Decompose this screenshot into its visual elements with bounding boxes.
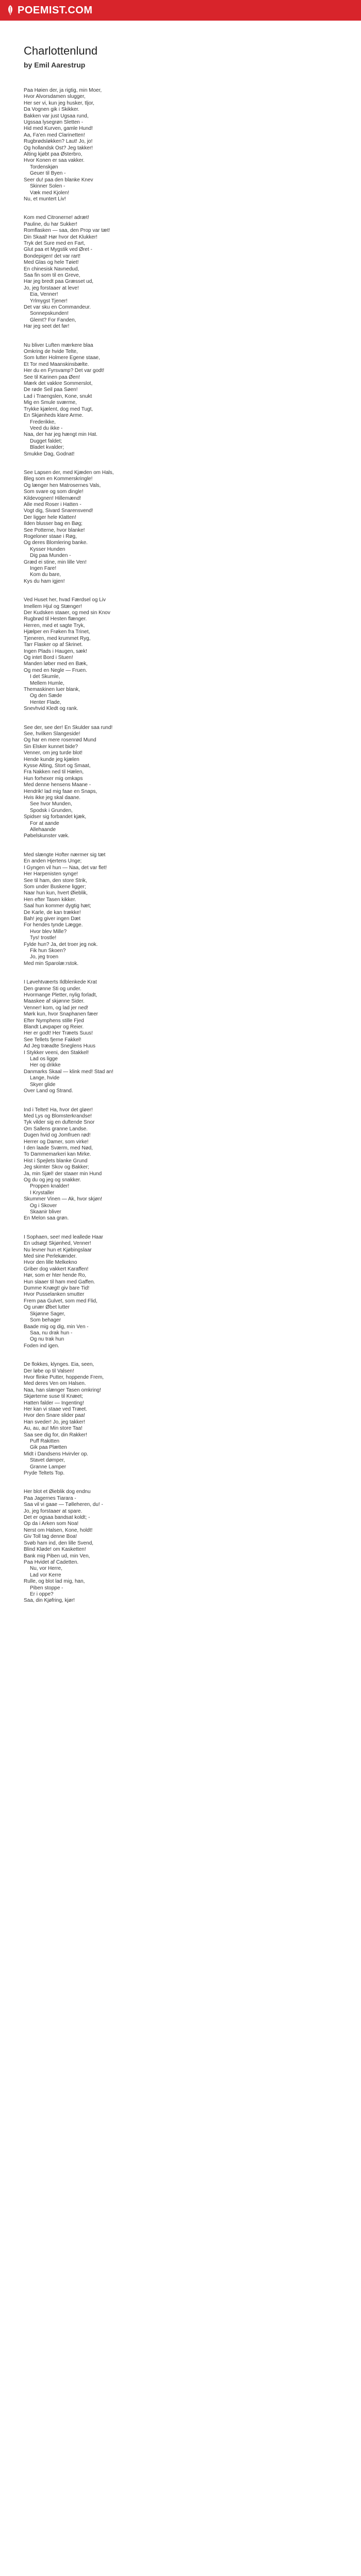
poem-line: Ingen Plads i Haugen, sæk! [24,648,87,654]
poem-line: Paa Jagernes Tiarara - [24,1495,76,1501]
poem-line: Skjønne Sager, [30,1311,65,1317]
poem-line: Jo, jeg troen [30,954,59,960]
poem-line: Hen efter Tasen kikker. [24,896,76,903]
poem-line: Naa, han slænger Tasen omkring! [24,1387,101,1393]
poem-line: Smukke Dag, Godnat! [24,451,75,457]
poem-line: Rugbrødsløkken? Laut! Jo, jo! [24,139,93,145]
poem-line: Jeg skimter Skov og Bakker; [24,1164,89,1171]
poem-line: Da Vognen gik i Skikker. [24,107,79,113]
poem-line: Ja, min Sjæl! der staaer min Hund [24,1171,102,1177]
poem-line: Venner, om jeg turde blot! [24,750,83,756]
poem-line: Og hollandsk Ost? Jeg takker! [24,145,93,151]
poem-line: Tys! trostle! [30,935,57,941]
poem-line: I den laade Sværm, med Nød, [24,1145,93,1151]
poem-line: See til Karinen paa Øen! [24,374,80,380]
poem-line: Blandt Løvpaper og Reier. [24,1024,84,1030]
poem-line: Skummer Vinen — Ak, hvor skjøn! [24,1196,103,1202]
poem-line: Frederikke, [30,419,56,425]
poem-line: Puff Rakitten [30,1438,60,1444]
poem-line: Ind i Teltet! Ha, hvor det gløer! [24,1107,93,1113]
poem-line: I Løvehtvæerts Ildblenkede Krat [24,979,97,986]
poem-line: Her ser vi, kun jeg husker, tljor, [24,100,94,106]
poem-line: Stavet dømper, [30,1458,65,1464]
poem-line: Giv Toll tag denne Boa! [24,1534,77,1540]
poem-line: Kom med Citronerne! adræt! [24,215,89,221]
poem-line: Og i Skover [30,1202,57,1209]
poem-line: Kysser Hunden [30,546,65,552]
poem-line: Mørk kun, hvor Snaphanen fæer [24,1011,98,1018]
poem-line: Glut paa et Mygstik ved Øret - [24,247,92,253]
poem-line: Themaskinen luer blank, [24,686,80,692]
poem-line: Som svare og som dingle! [24,489,84,495]
poem-line: Glemt? For Fanden, [30,317,76,323]
poem-line: Dig paa Munden - [30,553,71,559]
poem-line: De Karle, de kan trække! [24,909,81,916]
poem-line: Aa, Fa'en med Clarinetten! [24,132,85,138]
poem-line: Tjeneren, med krummet Ryg, [24,635,91,641]
poem-line: Hvormange Pletter, nylig forladt, [24,992,97,998]
poem-line: Hvor Konen er saa vakker. [24,158,85,164]
poem-line: Saa vil vi gaae — Tølleheren, du! - [24,1502,103,1508]
poem-line: Lad os ligge [30,1056,58,1062]
poem-line: Nu, vor Herre, [30,1566,62,1572]
poem-line: Rugbrød til Hesten flænger. [24,616,87,622]
poem-line: Mellem Humle, [30,680,64,686]
poem-line: Og du og jeg og snakker. [24,1177,81,1183]
poem-line: Tyk vilder sig en duftende Snor [24,1120,95,1126]
poem-line: Over Land og Strand. [24,1088,73,1094]
poem-line: Kys du ham igjen! [24,578,65,584]
poem-line: Venner! kom, og lad jer ned! [24,1005,89,1011]
poem-line: Geuer til Byen - [30,171,66,177]
poem-line: Fra Nakken ned til Hælen, [24,769,84,775]
poem-line: Tryk det Sure med en Fart, [24,240,86,246]
poem-line: Rulle, og blot lad mig, han, [24,1579,85,1585]
poem-stanza [24,725,333,840]
poem-line: Lad i Traengslen, Kone, snukt [24,393,92,399]
poem-line: See Lapsen der, med Kjæden om Hals, [24,469,114,476]
poem-line: Som lutter Holmere Egene staae, [24,355,100,361]
poem-line: Spodsk i Grunden, [30,807,73,814]
site-logo[interactable] [6,5,93,16]
poem-line: De flokkes, klynges. Eia, seen, [24,1362,94,1368]
poem-line: Hendrik! lad mig faae en Snaps, [24,788,97,794]
poem-line: Der løbe op til Valsen! [24,1368,74,1374]
poem-line: Her blot et Øieblik dog endnu [24,1489,91,1495]
poem-line: Har jeg bredt paa Græsset ud, [24,279,94,285]
poem-line: Hun slaaer til ham med Gaffen. [24,1279,95,1285]
poem-line: Rogeloner staae i Røg, [24,534,77,539]
poem-line: Er i oppe? [30,1591,54,1597]
poem-line: Har jeg seet det før! [24,324,70,330]
poem-line: Her er godt! Her Træets Suus! [24,1030,93,1037]
poem-line: Pøbelskunster væk. [24,833,70,839]
poem-line: En Melon saa grøn. [24,1215,69,1222]
poem-line: Veed du ikke - [30,425,63,431]
poem-line: Skjørterne suse til Knæet; [24,1394,84,1400]
poem-line: Midt i Dandsens Hvirvler op. [24,1451,89,1457]
poem-line: Med sine Perlekænder. [24,1253,77,1260]
poem-line: Spidser sig forbandet kjæk, [24,814,87,820]
poem-line: Den grønne Sti og under. [24,986,81,992]
poem-line: Piben stoppe - [30,1585,63,1591]
poem-line: Henter Flade, [30,699,61,705]
poem-line: Her Harpenisten synge! [24,871,78,877]
poem-line: Naar hun kun, hvert Øieblik, [24,890,88,896]
poem-line: Og unær Øbet lutter [24,1304,70,1311]
poem-line: Kom du bare, [30,572,61,578]
poem-line: Manden løber med en Bæk, [24,661,88,667]
poem-line: Og deres Blomlering banke. [24,540,88,546]
poem-line: I Krystaller [30,1190,55,1196]
poem-line: Seer du! paa den blanke Knev [24,177,93,183]
poem-line: To Dammemarkeri kan Mirke. [24,1151,91,1158]
poem-line: See hvor Munden, [30,801,72,807]
poem-line: Og med en Negle — Fruen. [24,667,87,673]
poem-stanza [24,1362,333,1477]
poem-line: For hendes tynde Lægge. [24,922,83,928]
poem-stanza [24,343,333,457]
poem-line: See til ham, den store Strik, [24,877,87,884]
poem-line: Græd ei stine, min lille Ven! [24,559,87,565]
poem-line: Omkring de hvide Telte, [24,349,78,355]
poem-line: Nu, et muntert Liv! [24,196,66,202]
poem-line: Herren, med et sagte Tryk, [24,622,85,629]
poem-line: Nerst om Halsen, Kone, holdt! [24,1527,93,1533]
poem-line: Fylde hun? Ja, det troer jeg nok. [24,941,98,947]
poem-line: Saa, nu drak hun - [30,1330,73,1336]
poem-line: En Skjønheds klare Arme. [24,413,84,419]
poem-title: Charlottenlund [24,44,98,57]
poem-line: Og længer hen Matrosernes Vals, [24,482,101,488]
poem-line: Danmarks Skaal — klink med! Stad an! [24,1069,113,1075]
poem-line: Tordenskjøn [30,164,58,170]
logo-text: POEMIST.COM [18,4,93,16]
poem-stanza [24,1107,333,1222]
poem-line: Han sveder! Jo, jeg takker! [24,1419,85,1425]
poem-line: Et Tor med Maanskinsbælte. [24,361,89,367]
poem-line: Sin Elsker kunnet bide? [24,743,78,750]
poem-line: Granne Lamper [30,1464,67,1470]
poem-line: Ugssaa lysegrøn Sletten - [24,120,84,126]
poem-line: Blind Kløde! om Kasketten! [24,1547,86,1553]
poem-line: Det var sku en Commandeur. [24,304,91,310]
poem-line: I det Skumle, [30,674,60,680]
poem-line: Her du en Fyrsvamp? Det var godt! [24,368,105,374]
poem-line: For at aande [30,820,59,826]
poem-line: See Tellets fjerne Fakkel! [24,1037,81,1043]
poem-line: Jo, jeg forstaaer at leve! [24,285,79,291]
poem-line: Om Sallens granne Landse. [24,1126,88,1132]
poem-line: De røde Seil paa Søen! [24,387,78,393]
poem-line: Frem paa Gulvet, som med Flid, [24,1298,97,1304]
poem-line: Proppen knalder! [30,1183,70,1190]
poem-line: Og den Sæde [30,693,62,699]
poem-line: Hvis ikke jeg skal daane. [24,795,81,801]
poem-stanza [24,470,333,585]
quill-icon [6,5,14,16]
poem-line: Væk med Kjolen! [30,190,70,196]
poem-line: Din Skaal! Hør hvor det Klukker! [24,234,97,240]
poem-line: Hjælper en Frøken fra Trinet, [24,629,90,635]
poem-line: See der, see der! En Skulder saa rund! [24,724,113,731]
poem-line: Svøb ham ind, den lille Svend, [24,1540,94,1546]
poem-author: by Emil Aarestrup [24,61,86,69]
poem-line: Skyer glide [30,1081,56,1088]
poem-line: Her kan vi staae ved Træet. [24,1406,87,1412]
poem-line: Naa, der har jeg hængt min Hat. [24,432,97,438]
poem-line: Og nu trak hun [30,1336,64,1343]
poem-line: Og har en mere rosenrød Mund [24,737,96,743]
poem-line: Romflasken — saa, den Prop var tæt! [24,228,110,234]
poem-stanza [24,1234,333,1349]
poem-line: Herrer og Damer, som virke! [24,1139,89,1145]
poem-line: Bleg som en Kommerskringle! [24,476,93,482]
poem-line: Bakken var just Ugsaa rund, [24,113,89,119]
poem-line: See, hvilken Slangeside! [24,731,80,737]
poem-line: Lad vor Kerre [30,1572,61,1578]
poem-line: Der Kudsken staaer, og med sin Knov [24,610,110,616]
poem-line: Med Glas og hele Tøiet! [24,260,79,266]
poem-line: Mig en Smule sværme, [24,400,77,406]
poem-line: Vogt dig, Sivard Snarensvend! [24,508,93,514]
poem-line: Eia, Venner! [30,292,58,298]
poem-line: Bondepigen! det var rart! [24,253,81,259]
poem-stanza [24,88,333,202]
poem-line: Ilden blusser bag en Bøg; [24,521,83,527]
poem-line: Bank mig Piben ud, min Ven, [24,1553,90,1559]
poem-line: Hvor Pusselanken smutter [24,1292,85,1298]
poem-line: Baade mig og dig, min Ven - [24,1324,89,1330]
poem-line: Op da i Arken som Noa! [24,1521,79,1527]
poem-line: Og intet Bord i Stuen! [24,654,73,660]
poem-line: Tarr Flasker op af Skrinet. [24,642,83,648]
poem-line: Hid med Kurven, gamle Hund! [24,126,93,132]
poem-line: Fik hun Skoen? [30,947,66,954]
poem-stanza [24,979,333,1094]
poem-line: Med min Sparolæ:rstok. [24,960,79,967]
poem-line: Paa Hvidet af Cadetten. [24,1559,79,1565]
poem-line: Med Lys og Blomsterkrandse! [24,1113,92,1119]
poem-line: Pryde Teltets Top. [24,1470,65,1477]
poem-line: Bah! jeg giver ingen Dæt [24,916,81,922]
poem-line: Skinner Solen - [30,183,65,190]
poem-line: Maaskee af skjønne Sider. [24,998,85,1005]
poem-line: Sonnepskunden! [30,311,69,317]
poem-line: Ad Jeg træadte Sneglens Huus [24,1043,95,1049]
poem-line: Saa see dig for, din Rakker! [24,1432,87,1438]
poem-line: Nu levner hun et Kjøbingslaar [24,1247,92,1253]
poem-line: Alting kjøbt paa Østerbro, [24,151,83,158]
poem-line: Hvor Alvorsdamen slugger, [24,94,86,100]
poem-line: En chinesisk Navnedud, [24,266,79,272]
poem-stanza [24,1489,333,1604]
poem-body [24,88,333,1604]
poem-line: Saa fin som til en Greve, [24,272,80,278]
poem-line: Ved Huset her, hvad Færdsel og Liv [24,597,106,603]
poem-stanza [24,597,333,712]
poem-line: Dugen hvid og Jomfruen rød! [24,1132,91,1139]
poem-line: Hende kunde jeg kjælen [24,756,79,762]
poem-line: Med denne hensens Maane - [24,782,91,788]
poem-line: Foden ind igen. [24,1343,59,1349]
poem-line: Imellem Hjul og Stænger! [24,603,82,609]
poem-line: Dumme Knægt! giv bare Tid! [24,1285,90,1292]
poem-line: Med deres Ven om Halsen. [24,1381,86,1387]
poem-line: Alle med Roser i Hatten - [24,501,81,507]
poem-line: Saal hun kommer dygtig hæt; [24,903,91,909]
poem-line: I Stykker veeni, den Stakkel! [24,1049,89,1056]
poem-line: Der ligger hele Klatten! [24,514,76,520]
poem-line: Jo, jeg forstaaer at spare. [24,1508,83,1514]
poem-line: Nu bliver Luften mærkere blaa [24,342,93,348]
poem-line: Trykke kjælent, dog med Tugt, [24,406,93,412]
poem-line: En anden Hjertens Unge; [24,858,82,865]
poem-line: Griber dog vakkert Karaffen! [24,1266,89,1272]
poem-line: Som under Buskene ligger; [24,884,86,890]
poem-line: Gik paa Plætten [30,1445,67,1451]
poem-line: Det er ogsaa bandsat koldt; - [24,1515,90,1521]
poem-stanza [24,852,333,967]
poem-line: Pauline, du har Sukker! [24,221,77,227]
poem-line: Allehaande [30,827,56,833]
poem-line: Hist i Spejlets blanke Grund [24,1158,88,1164]
poem-line: Som behager [30,1317,61,1324]
poem-line: Mærk det vakkre Sommerslot, [24,381,93,387]
poem-line: Dugget faldet; [30,438,62,444]
poem-line: Snevhvid Kledt og rank. [24,706,78,712]
poem-line: Hun forhexer mig omkaps [24,775,83,782]
poem-line: Med slængte Hofter nærmer sig tæt [24,852,106,858]
site-header [0,0,361,21]
poem-line: Lange, hvide [30,1075,60,1081]
poem-line: I Gyngen vil hun — Naa, det var flet! [24,865,107,871]
poem-stanza [24,215,333,330]
poem-line: See Potterne, hvor blanke! [24,527,85,533]
poem-line: Hvor blev Mille? [30,928,67,935]
poem-line: Ingen Fare! [30,566,57,572]
poem-line: Her og drikke [30,1062,61,1069]
poem-line: Hatten falder — Ingenting! [24,1400,84,1406]
poem-line: Kysse Alting, Stort og Smaat, [24,763,91,769]
poem-line: Yrlmygst Tjener! [30,298,68,304]
poem-line: I Sophaen, see! med leallede Haar [24,1234,103,1240]
poem-line: Hvor den lille Melkekno [24,1260,77,1266]
poem-line: En udsøgt Skjønhed, Venner! [24,1241,91,1247]
poem-container [24,44,333,1617]
poem-line: Efter Nymphens stille Fjed [24,1018,84,1024]
poem-line: Kildevognen! Hillemænd! [24,495,81,501]
poem-line: Skaanir bliver [30,1209,61,1215]
poem-line: Saa, din Kjøfring, kjør! [24,1598,75,1604]
poem-line: Hvor den Snare slider paa! [24,1413,85,1419]
poem-line: Hør, som er hter hende Ro, [24,1273,87,1279]
poem-line: Au, au, au! Min store Taa! [24,1426,83,1432]
poem-line: Paa Høien der, ja rigtig, min Moer, [24,88,102,93]
poem-line: Hvor flinke Putter, hoppende Frem, [24,1374,104,1380]
poem-line: Bladet kvalder; [30,445,64,451]
